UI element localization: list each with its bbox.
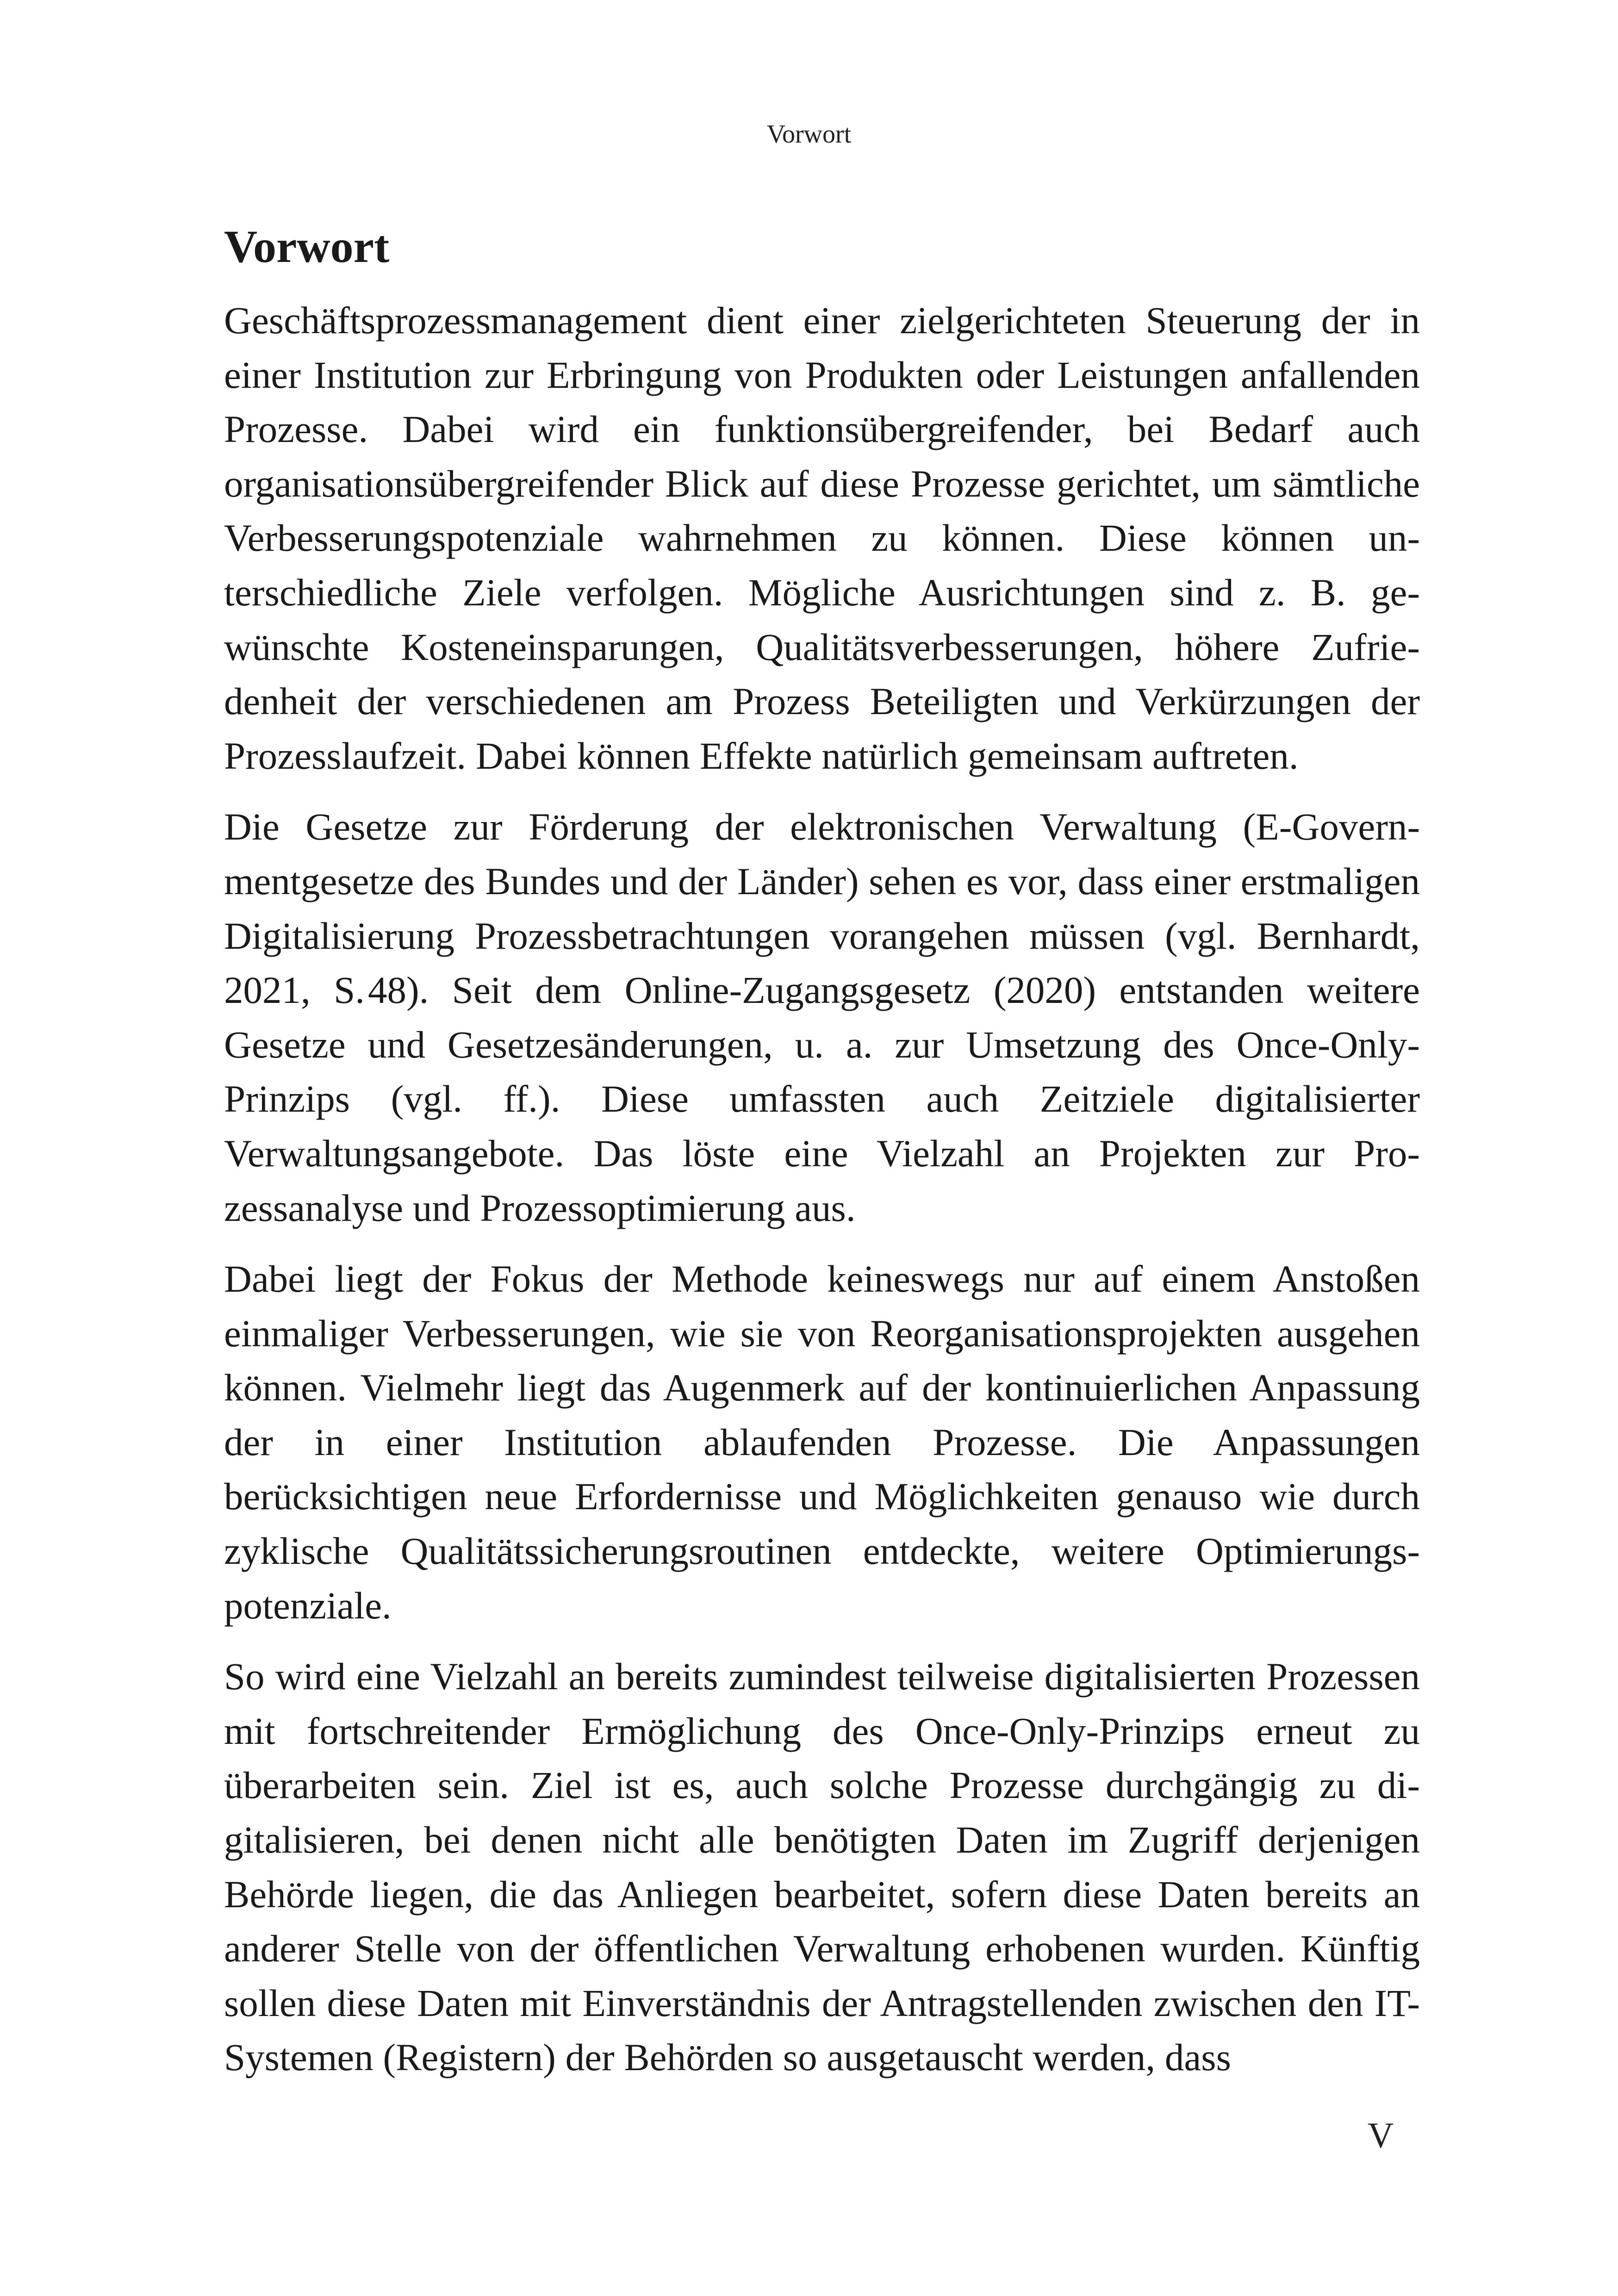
paragraph-1: Geschäftsprozessmanagement dient einer zielgerichteten Steuerung der in einer Institution zur Erbringung von Produkten oder Leistungen anfallenden Prozesse. Dabei wird ein funktionsübergreifender, bei Bedarf auch organisationsübergreifender Blick auf diese Prozesse gerichtet, um sämtliche Verbesserungspotenziale wahrnehmen zu können. Diese können unterschiedliche Ziele verfolgen. Mögliche Ausrichtungen sind z. B. gewünschte Kosteneinsparungen, Qualitätsverbesserungen, höhere Zufriedenheit der verschiedenen am Prozess Beteiligten und Verkürzungen der Prozesslaufzeit. Dabei können Effekte natürlich gemeinsam auftreten. xyxy=(224,299,1420,777)
page-body xyxy=(224,221,1420,2102)
paragraph-3: Dabei liegt der Fokus der Methode keineswegs nur auf einem Anstoßen einmaliger Verbesserungen, wie sie von Reorganisationsprojekten ausgehen können. Vielmehr liegt das Augenmerk auf der kontinuierlichen Anpassung der in einer Institution ablaufenden Prozesse. Die Anpassungen berücksichtigen neue Erfordernisse und Möglichkeiten genauso wie durch zyklische Qualitätssicherungsroutinen entdeckte, weitere Optimierungspotenziale. xyxy=(224,1257,1420,1627)
page-number: V xyxy=(1368,2115,1394,2155)
paragraph-2: Die Gesetze zur Förderung der elektronischen Verwaltung (E-Governmentgesetze des Bundes und der Länder) sehen es vor, dass einer erstmaligen Digitalisierung Prozessbetrachtungen vorangehen müssen (vgl. Bernhardt, 2021, S. 48). Seit dem Online-Zugangsgesetz (2020) entstanden weitere Gesetze und Gesetzesänderungen, u. a. zur Umsetzung des Once-Only-Prinzips (vgl. ff.). Diese umfassten auch Zeitziele digitalisierter Verwaltungsangebote. Das löste eine Vielzahl an Projekten zur Prozessanalyse und Prozessoptimierung aus. xyxy=(224,805,1420,1229)
running-header: Vorwort xyxy=(766,120,852,149)
paragraph-4: So wird eine Vielzahl an bereits zumindest teilweise digitalisierten Prozessen mit fortschreitender Ermöglichung des Once-Only-Prinzips erneut zu überarbeiten sein. Ziel ist es, auch solche Prozesse durchgängig zu digitalisieren, bei denen nicht alle benötigten Daten im Zugriff derjenigen Behörde liegen, die das Anliegen bearbeitet, sofern diese Daten bereits an anderer Stelle von der öffentlichen Verwaltung erhobenen wurden. Künftig sollen diese Daten mit Einverständnis der Antragstellenden zwischen den IT-Systemen (Registern) der Behörden so ausgetauscht werden, dass xyxy=(224,1655,1420,2079)
page-title: Vorwort xyxy=(224,221,390,272)
